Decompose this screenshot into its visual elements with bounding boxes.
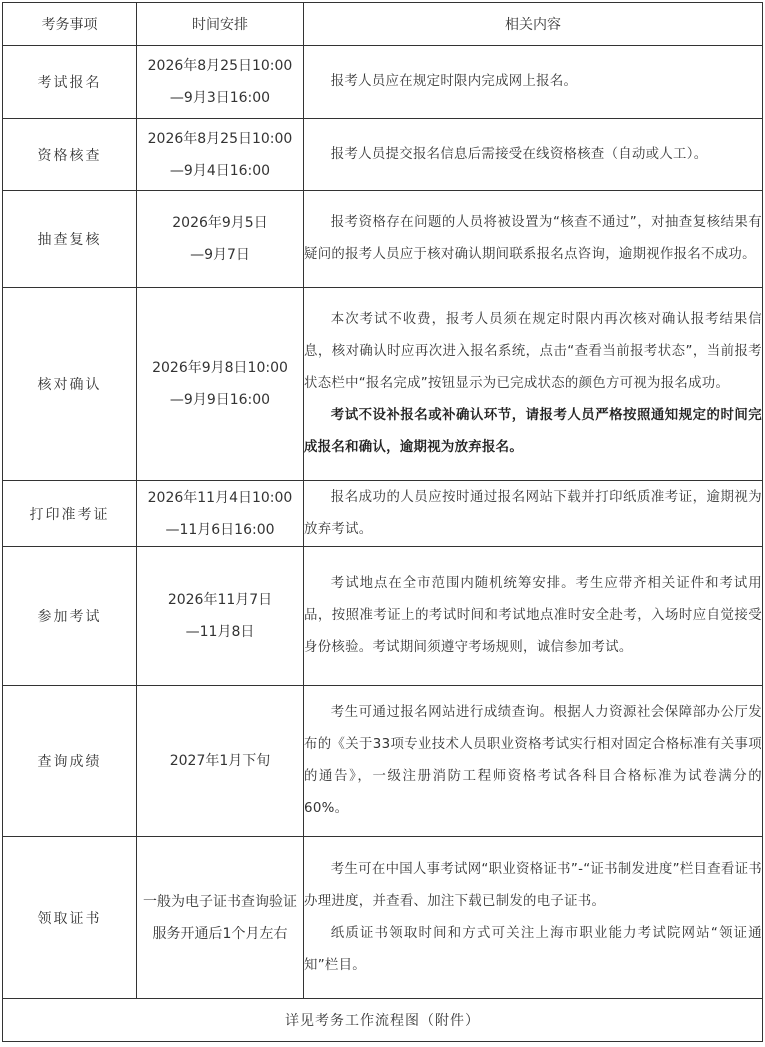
row-item: 资格核查 (3, 119, 137, 191)
footer-note: 详见考务工作流程图（附件） (3, 999, 763, 1042)
content-paragraph: 报考资格存在问题的人员将被设置为“核查不通过”，对抽查复核结果有疑问的报考人员应于核对确认期间联系报名点咨询，逾期视作报名不成功。 (304, 215, 762, 262)
row-content (304, 837, 763, 999)
table-row-registration (3, 46, 763, 119)
row-item: 抽查复核 (3, 191, 137, 288)
row-item: 领取证书 (3, 837, 137, 999)
row-time (137, 547, 304, 686)
content-paragraph: 考生可在中国人事考试网“职业资格证书”-“证书制发进度”栏目查看证书办理进度，并查看、加注下载已制发的电子证书。 (304, 861, 762, 909)
row-time (137, 288, 304, 481)
row-content (304, 288, 763, 481)
row-time (137, 481, 304, 547)
content-paragraph: 报名成功的人员应按时通过报名网站下载并打印纸质准考证，逾期视为放弃考试。 (304, 489, 762, 537)
table-row-take-exam (3, 547, 763, 686)
row-time (137, 119, 304, 191)
content-paragraph: 本次考试不收费，报考人员须在规定时限内再次核对确认报考结果信息，核对确认时应再次进入报名系统，点击“查看当前报考状态”，当前报考状态栏中“报名完成”按钮显示为已完成状态的颜色方可视为报名成功。 (304, 312, 762, 391)
time-line: —11月8日 (185, 624, 255, 640)
row-time (137, 686, 304, 837)
time-line: —9月4日16:00 (169, 162, 271, 179)
row-item: 考试报名 (3, 46, 137, 119)
header-item: 考务事项 (3, 3, 137, 46)
content-paragraph: 考生可通过报名网站进行成绩查询。根据人力资源社会保障部办公厅发布的《关于33项专业技术人员职业资格考试实行相对固定合格标准有关事项的通告》，一级注册消防工程师资格考试各科目合格标准为试卷满分的60%。 (304, 705, 762, 816)
row-content (304, 686, 763, 837)
table-row-certificate (3, 837, 763, 999)
time-line: 2026年9月5日 (172, 215, 268, 231)
row-content (304, 119, 763, 191)
content-paragraph: 报考人员提交报名信息后需接受在线资格核查（自动或人工）。 (330, 146, 708, 162)
content-paragraph: 考试地点在全市范围内随机统筹安排。考生应带齐相关证件和考试用品，按照准考证上的考试时间和考试地点准时安全赴考，入场时应自觉接受身份核验。考试期间须遵守考场规则，诚信参加考试。 (304, 576, 762, 655)
table-row-confirmation (3, 288, 763, 481)
table-row-qualification (3, 119, 763, 191)
time-line: 一般为电子证书查询验证服务开通后1个月左右 (143, 893, 297, 942)
header-row (3, 3, 763, 46)
row-time (137, 191, 304, 288)
row-content (304, 547, 763, 686)
content-paragraph: 纸质证书领取时间和方式可关注上海市职业能力考试院网站“领证通知”栏目。 (304, 925, 762, 973)
header-time: 时间安排 (137, 3, 304, 46)
time-line: —9月9日16:00 (169, 392, 271, 408)
content-notice-bold: 考试不设补报名或补确认环节，请报考人员严格按照通知规定的时间完成报名和确认，逾期视为放弃报名。 (304, 408, 762, 455)
table-row-admission-ticket (3, 481, 763, 547)
table-row-spot-check (3, 191, 763, 288)
exam-schedule-table (2, 2, 763, 1042)
row-item: 查询成绩 (3, 686, 137, 837)
row-time (137, 46, 304, 119)
row-content (304, 191, 763, 288)
row-item: 核对确认 (3, 288, 137, 481)
row-time (137, 837, 304, 999)
time-line: 2026年11月4日10:00 (147, 489, 293, 506)
time-line: 2026年9月8日10:00 (152, 360, 288, 376)
row-item: 打印准考证 (3, 481, 137, 547)
time-line: 2026年11月7日 (167, 592, 273, 608)
row-content (304, 481, 763, 547)
time-line: 2027年1月下旬 (169, 753, 271, 769)
header-content: 相关内容 (304, 3, 763, 46)
row-content (304, 46, 763, 119)
time-line: —9月7日 (190, 247, 250, 263)
time-line: —11月6日16:00 (165, 521, 275, 538)
row-item: 参加考试 (3, 547, 137, 686)
footer-row (3, 999, 763, 1042)
time-line: 2026年8月25日10:00 (147, 58, 293, 74)
time-line: —9月3日16:00 (169, 90, 271, 106)
content-paragraph: 报考人员应在规定时限内完成网上报名。 (330, 74, 578, 89)
table-row-score-query (3, 686, 763, 837)
time-line: 2026年8月25日10:00 (147, 130, 293, 147)
